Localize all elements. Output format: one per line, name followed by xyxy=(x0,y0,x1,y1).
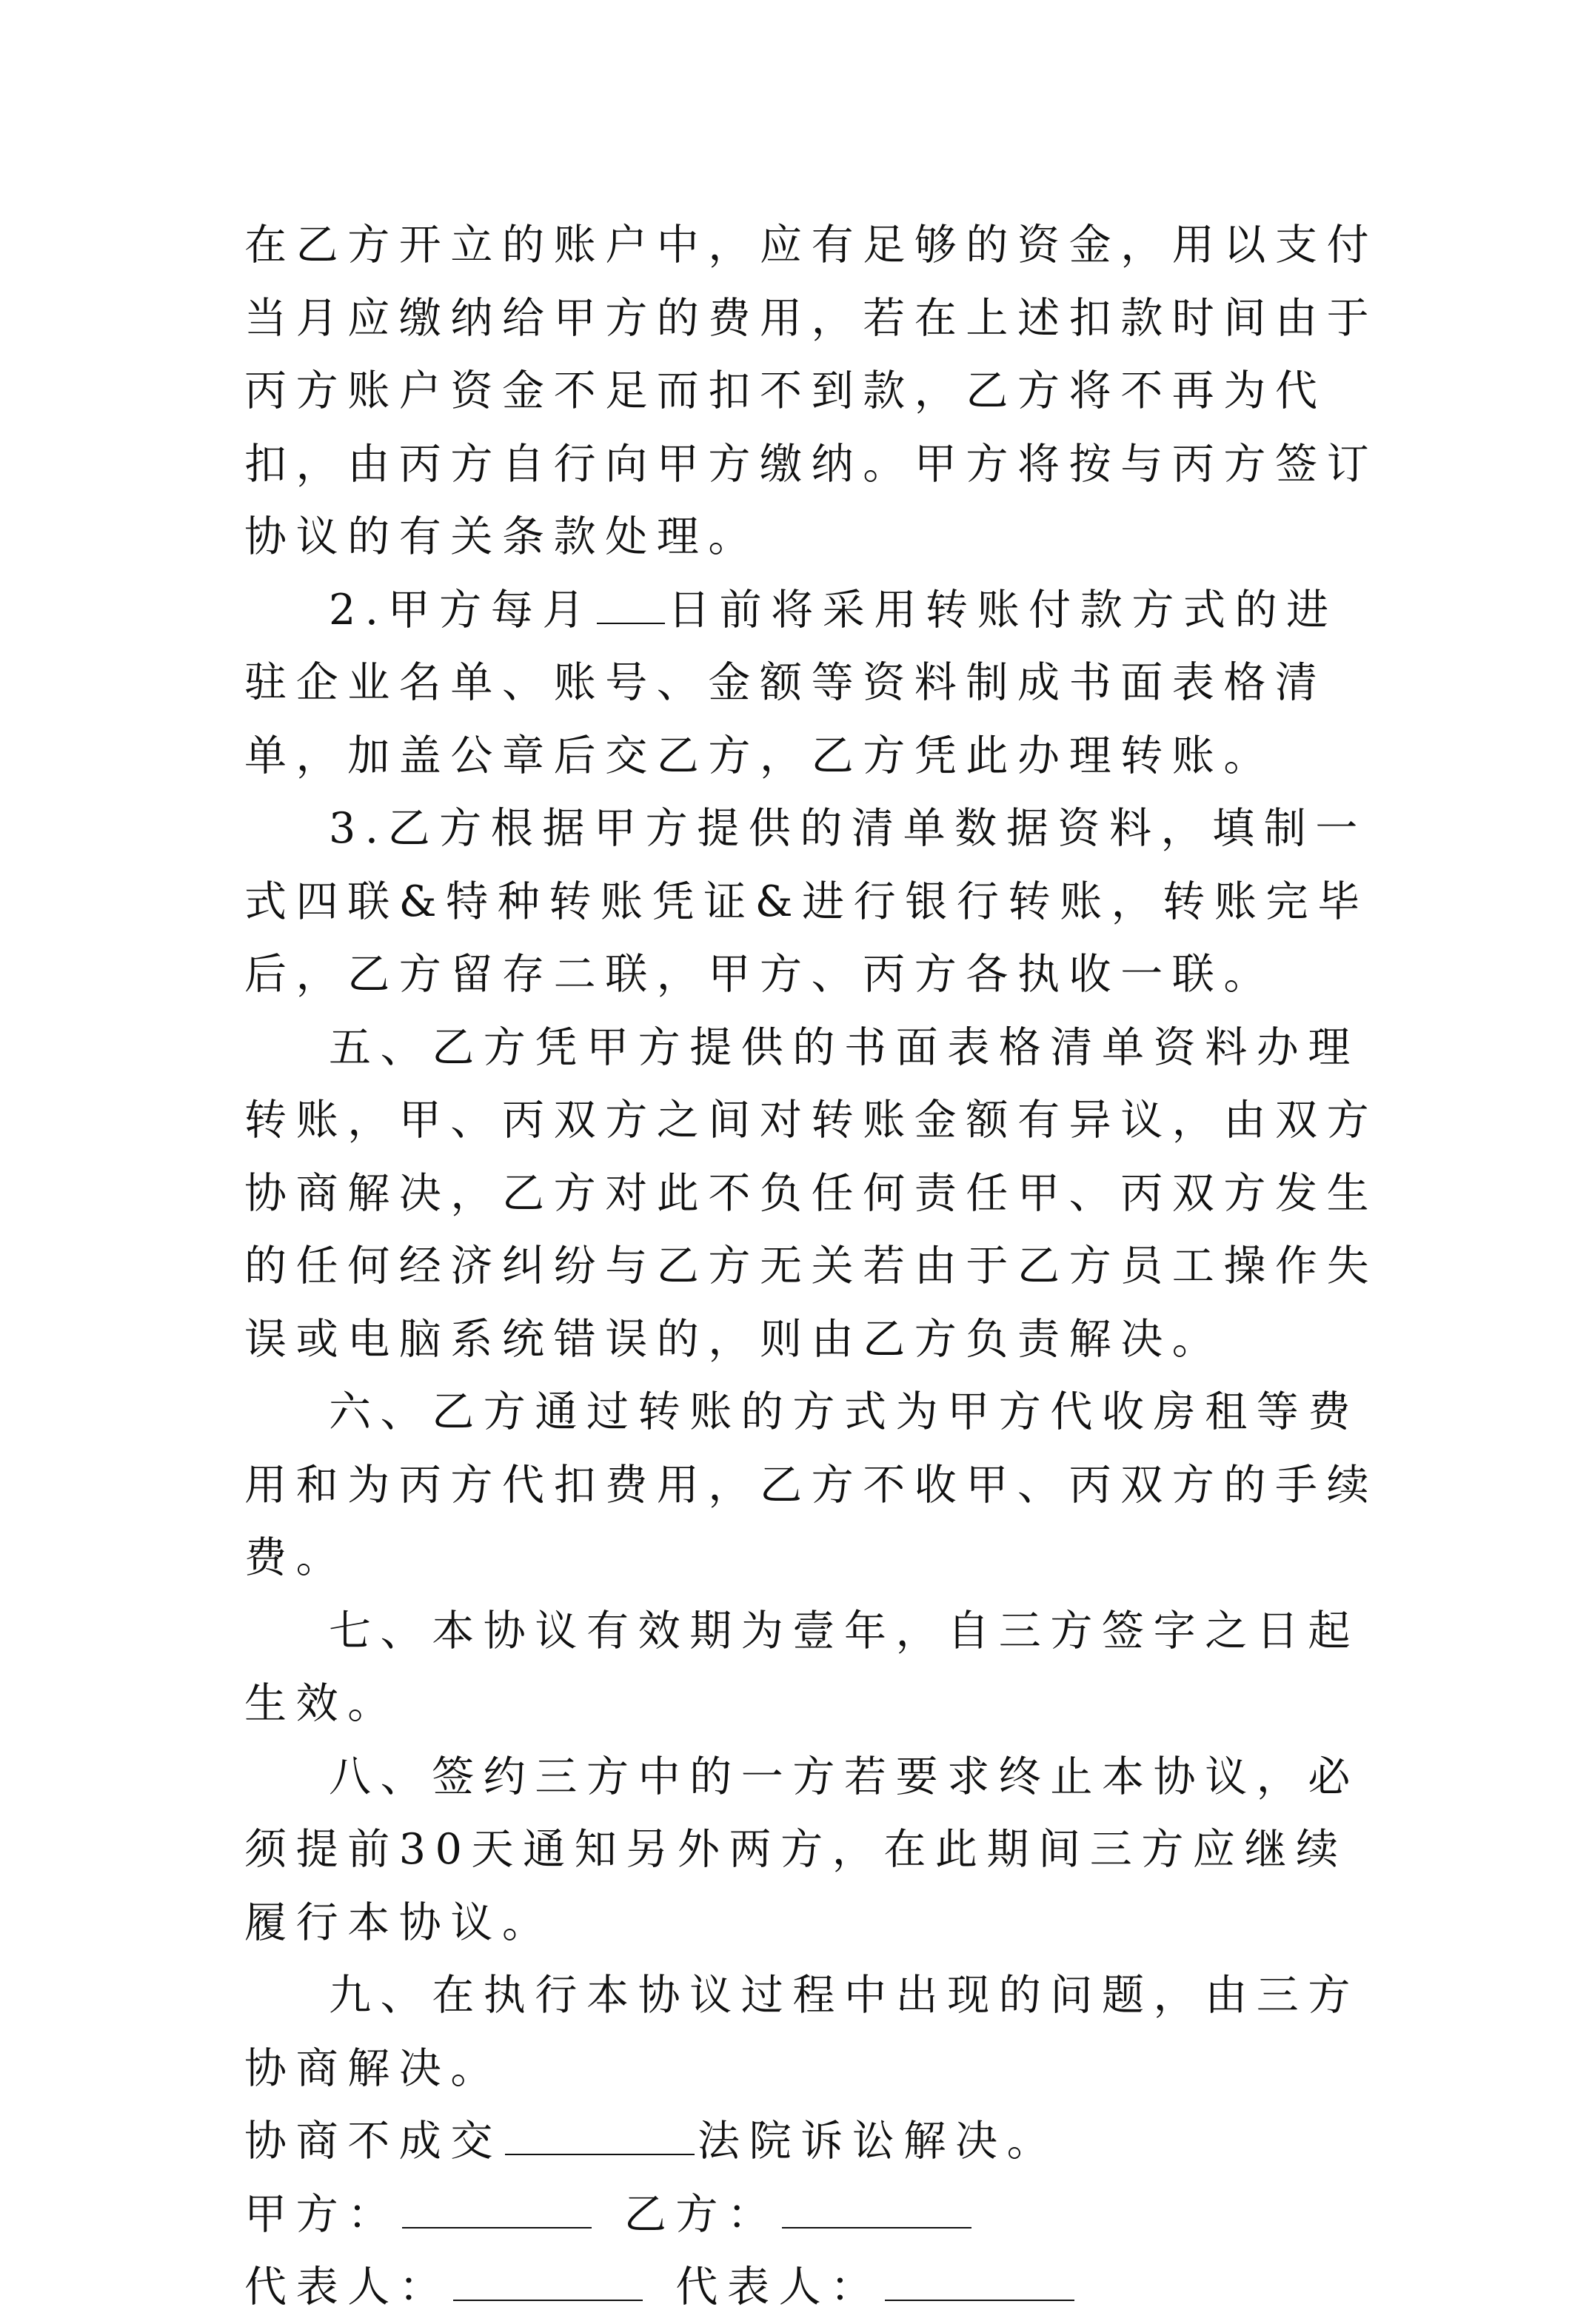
paragraph-clause-seven: 七、本协议有效期为壹年，自三方签字之日起生效。 xyxy=(244,1606,1359,1728)
litigation-prefix: 协商不成交 xyxy=(244,2117,502,2166)
party-b-label: 乙方： xyxy=(623,2189,779,2239)
paragraph-clause-eight: 八、签约三方中的一方若要求终止本协议，必须提前30天通知另外两方，在此期间三方应继续履行本协议。 xyxy=(244,1752,1359,1947)
clause-2-text: 日前将采用转账付款方式的进驻企业名单、账号、金额等资料制成书面表格清单，加盖公章后交乙方，乙方凭此办理转账。 xyxy=(244,585,1338,780)
paragraph-clause-2 xyxy=(244,574,1385,793)
signature-row-parties xyxy=(244,2178,1385,2251)
rep-a-signature-blank xyxy=(453,2263,643,2301)
paragraph-clause-six: 六、乙方通过转账的方式为甲方代收房租等费用和为丙方代扣费用，乙方不收甲、丙双方的手续费。 xyxy=(244,1387,1379,1582)
clause-2-prefix: 2.甲方每月 xyxy=(329,585,594,634)
signature-row-representatives xyxy=(244,2251,1385,2324)
rep-a-label: 代表人： xyxy=(244,2263,451,2311)
litigation-suffix: 法院诉讼解决。 xyxy=(698,2117,1059,2166)
rep-b-label: 代表人： xyxy=(675,2263,882,2311)
paragraph-clause-five: 五、乙方凭甲方提供的书面表格清单资料办理转账，甲、丙双方之间对转账金额有异议，由双方协商解决，乙方对此不负任何责任甲、丙双方发生的任何经济纠纷与乙方无关若由于乙方员工操作失误或电脑系统错误的，则由乙方负责解决。 xyxy=(244,1022,1379,1364)
rep-b-signature-blank xyxy=(885,2263,1074,2301)
court-blank xyxy=(505,2117,695,2155)
party-a-label: 甲方： xyxy=(244,2189,399,2239)
paragraph-litigation xyxy=(244,2105,1385,2178)
date-blank xyxy=(597,586,665,624)
paragraph-account-funds: 在乙方开立的账户中，应有足够的资金，用以支付当月应缴纳给甲方的费用，若在上述扣款时间由于丙方账户资金不足而扣不到款，乙方将不再为代扣，由丙方自行向甲方缴纳。甲方将按与丙方签订协议的有关条款处理。 xyxy=(244,221,1379,561)
paragraph-clause-nine: 九、在执行本协议过程中出现的问题，由三方协商解决。 xyxy=(244,1971,1359,2093)
document-body xyxy=(244,209,1385,2324)
party-b-signature-blank xyxy=(782,2190,971,2228)
party-a-signature-blank xyxy=(402,2190,592,2228)
paragraph-clause-3: 3.乙方根据甲方提供的清单数据资料，填制一式四联&特种转账凭证&进行银行转账，转账完毕后，乙方留存二联，甲方、丙方各执收一联。 xyxy=(244,804,1369,999)
